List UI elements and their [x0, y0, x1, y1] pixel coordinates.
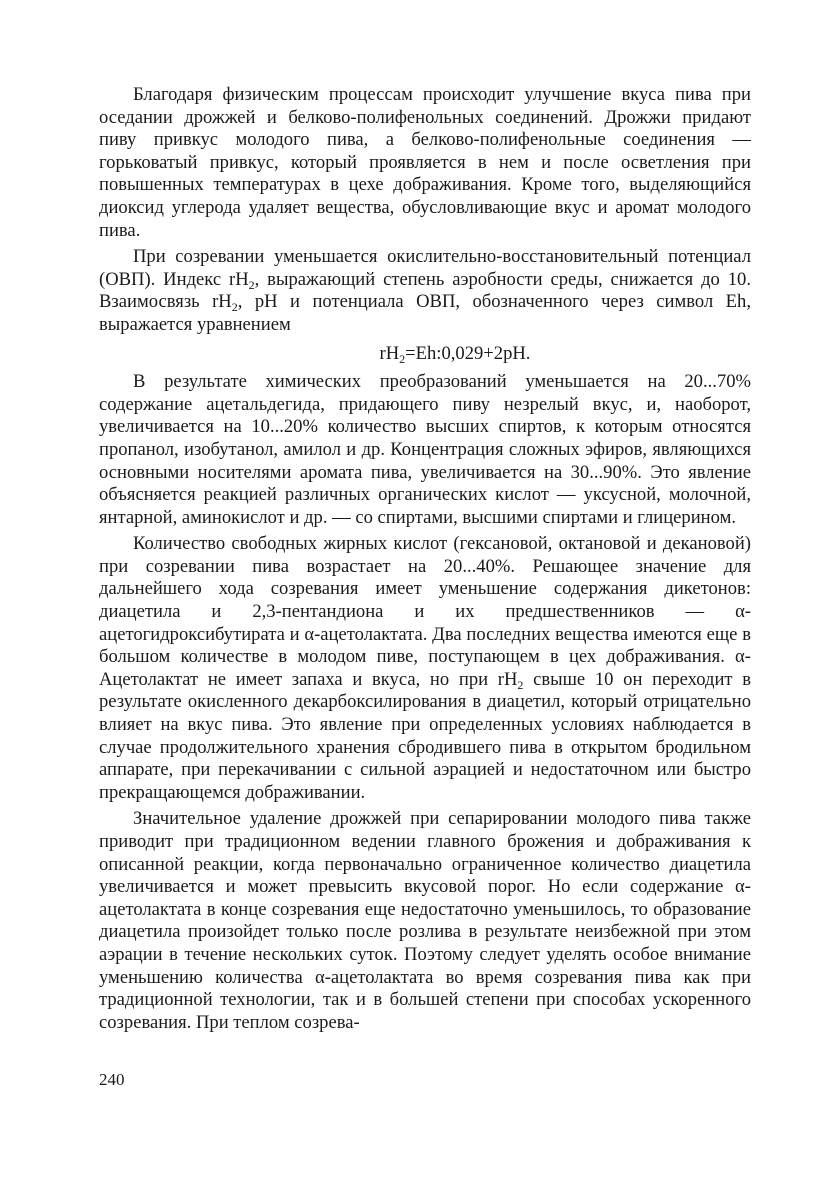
paragraph-4 [99, 533, 751, 804]
subscript-2: 2 [517, 677, 524, 692]
paragraph-2-text-b: , выражающий степень аэробности среды, снижается до 10. Взаимосвязь rH [99, 268, 751, 313]
paragraph-1: Благодаря физическим процессам происходит улучшение вкуса пива при оседании дрожжей и белково-полифенольных соединений. Дрожжи придают пиву привкус молодого пива, а белково-полифенольные соединения — горьковатый привкус, который проявляется в нем и после осветления при повышенных температурах в цехе дображивания. Кроме того, выделяющийся диоксид углерода удаляет вещества, обусловливающие вкус и аромат молодого пива. [99, 84, 751, 241]
paragraph-5: Значительное удаление дрожжей при сепарировании молодого пива также приводит при традиционном ведении главного брожения и дображивания к описанной реакции, когда первоначально ограниченное количество диацетила увеличивается и может превысить вкусовой порог. Но если содержание α-ацетолактата в конце созревания еще недостаточно уменьшилось, то образование диацетила произойдет только после розлива в результате неизбежной при этом аэрации в течение нескольких суток. Поэтому следует уделять особое внимание уменьшению количества α-ацетолактата во время созревания пива как при традиционной технологии, так и в большей степени при способах ускоренного созревания. При теплом созрева- [99, 808, 751, 1033]
paragraph-2 [99, 246, 751, 336]
paragraph-4-text-a: Количество свободных жирных кислот (гексановой, октановой и декановой) при созревании пива возрастает на 20...40%. Решающее значение для дальнейшего хода созревания имеет уменьшение содержания дикетонов: диацетила и 2,3-пентандиона и их предшественников — α-ацетогидроксибутирата и α-ацетолактата. Два последних вещества имеются еще в большом количестве в молодом пиве, поступающем в цех дображивания. α-Ацетолактат не имеет запаха и вкуса, но при rH [99, 533, 751, 690]
equation-subscript: 2 [399, 351, 406, 366]
subscript-2: 2 [248, 277, 255, 292]
subscript-2: 2 [231, 300, 238, 315]
equation-rhs: =Eh:0,029+2pH. [405, 342, 531, 364]
page-number: 240 [99, 1070, 125, 1089]
equation [99, 343, 751, 366]
paragraph-3: В результате химических преобразований уменьшается на 20...70% содержание ацетальдегида, придающего пиву незрелый вкус, и, наоборот, увеличивается на 10...20% количество высших спиртов, к которым относятся пропанол, изобутанол, амилол и др. Концентрация сложных эфиров, являющихся основными носителями аромата пива, увеличивается на 30...90%. Это явление объясняется реакцией различных органических кислот — уксусной, молочной, янтарной, аминокислот и др. — со спиртами, высшими спиртами и глицерином. [99, 371, 751, 528]
paragraph-2-text-c: , pH и потенциала ОВП, обозначенного через символ Eh, выражается уравнением [99, 291, 751, 335]
equation-lhs: rH [379, 342, 400, 364]
page-body [99, 84, 751, 1034]
paragraph-4-text-b: свыше 10 он переходит в результате окисленного декарбоксилирования в диацетил, который отрицательно влияет на вкус пива. Это явление при определенных условиях наблюдается в случае продолжительного хранения сбродившего пива в открытом бродильном аппарате, при перекачивании с сильной аэрацией и недостаточном или быстро прекращающемся дображивании. [99, 668, 751, 803]
paragraph-2-text-a: При созревании уменьшается окислительно-восстановительный потенциал (ОВП). Индекс rH [99, 246, 751, 290]
